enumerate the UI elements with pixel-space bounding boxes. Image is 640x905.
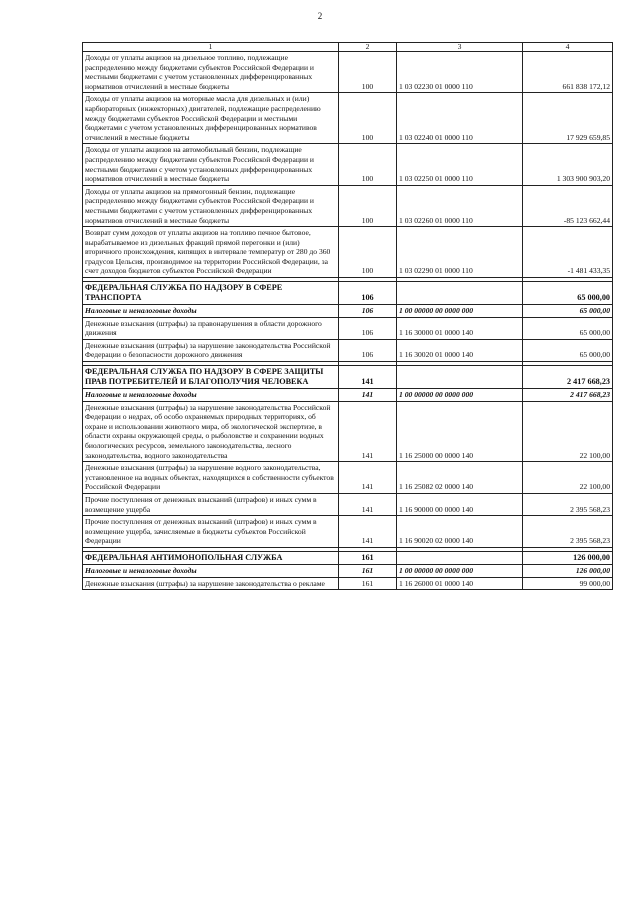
table-row xyxy=(83,462,613,494)
amount-cell: 2 395 568,23 xyxy=(523,516,613,548)
budget-classification-code-cell: 1 00 00000 00 0000 000 xyxy=(397,305,523,318)
revenue-name-cell: Доходы от уплаты акцизов на моторные масла для дизельных и (или) карбюраторных (инжекторных) двигателей, подлежащие распределению между бюджетами субъектов Российской Федерации и местными бюджетами с учетом установленных дифференцированных нормативов отчислений в местные бюджеты xyxy=(83,93,339,144)
column-number-4: 4 xyxy=(523,43,613,52)
amount-cell: 661 838 172,12 xyxy=(523,52,613,93)
table-row xyxy=(83,577,613,590)
admin-code-cell: 106 xyxy=(339,317,397,339)
agency-header-row xyxy=(83,282,613,305)
subtotal-row xyxy=(83,305,613,318)
admin-code-cell: 100 xyxy=(339,93,397,144)
revenue-name-cell: Налоговые и неналоговые доходы xyxy=(83,389,339,402)
admin-code-cell: 100 xyxy=(339,144,397,185)
agency-header-row xyxy=(83,366,613,389)
table-row xyxy=(83,339,613,361)
amount-cell: 17 929 659,85 xyxy=(523,93,613,144)
table-row xyxy=(83,227,613,278)
table-row xyxy=(83,93,613,144)
table-row xyxy=(83,185,613,226)
revenue-name-cell: Прочие поступления от денежных взысканий (штрафов) и иных сумм в возмещение ущерба, зачисляемые в бюджеты субъектов Российской Федерации xyxy=(83,516,339,548)
admin-code-cell: 100 xyxy=(339,227,397,278)
budget-classification-code-cell: 1 03 02230 01 0000 110 xyxy=(397,52,523,93)
budget-classification-code-cell: 1 03 02250 01 0000 110 xyxy=(397,144,523,185)
revenue-name-cell: Прочие поступления от денежных взысканий (штрафов) и иных сумм в возмещение ущерба xyxy=(83,493,339,515)
revenue-name-cell: Налоговые и неналоговые доходы xyxy=(83,564,339,577)
budget-classification-code-cell xyxy=(397,282,523,305)
revenue-name-cell: Денежные взыскания (штрафы) за нарушение законодательства Российской Федерации о недрах, об особо охраняемых природных территориях, об охране и использовании животного мира, об экологической экспертизе, в области охраны окружающей среды, о рыболовстве и сохранении водных биологических ресурсов, земельного законодательства, лесного законодательства, водного законодательства xyxy=(83,401,339,462)
admin-code-cell: 161 xyxy=(339,577,397,590)
budget-classification-code-cell: 1 03 02240 01 0000 110 xyxy=(397,93,523,144)
amount-cell: 22 100,00 xyxy=(523,401,613,462)
budget-classification-code-cell: 1 16 26000 01 0000 140 xyxy=(397,577,523,590)
column-number-2: 2 xyxy=(339,43,397,52)
table-row xyxy=(83,317,613,339)
budget-classification-code-cell: 1 16 25000 00 0000 140 xyxy=(397,401,523,462)
revenue-name-cell: Возврат сумм доходов от уплаты акцизов на топливо печное бытовое, вырабатываемое из дизельных фракций прямой перегонки и (или) вторичного происхождения, кипящих в интервале температур от 280 до 360 градусов Цельсия, производимое на территории Российской Федерации, за счет доходов бюджетов субъектов Российской Федерации xyxy=(83,227,339,278)
revenue-name-cell: ФЕДЕРАЛЬНАЯ АНТИМОНОПОЛЬНАЯ СЛУЖБА xyxy=(83,551,339,564)
agency-header-row xyxy=(83,551,613,564)
budget-classification-code-cell: 1 03 02260 01 0000 110 xyxy=(397,185,523,226)
amount-cell: 1 303 900 903,20 xyxy=(523,144,613,185)
budget-classification-code-cell: 1 03 02290 01 0000 110 xyxy=(397,227,523,278)
revenue-name-cell: Доходы от уплаты акцизов на автомобильный бензин, подлежащие распределению между бюджетами субъектов Российской Федерации и местными бюджетами с учетом установленных дифференцированных нормативов отчислений в местные бюджеты xyxy=(83,144,339,185)
admin-code-cell: 100 xyxy=(339,185,397,226)
admin-code-cell: 106 xyxy=(339,305,397,318)
amount-cell: 2 417 668,23 xyxy=(523,389,613,402)
subtotal-row xyxy=(83,389,613,402)
budget-classification-code-cell: 1 16 25082 02 0000 140 xyxy=(397,462,523,494)
revenue-name-cell: Денежные взыскания (штрафы) за нарушение водного законодательства, установленное на водных объектах, находящихся в собственности субъектов Российской Федерации xyxy=(83,462,339,494)
revenue-name-cell: ФЕДЕРАЛЬНАЯ СЛУЖБА ПО НАДЗОРУ В СФЕРЕ ЗАЩИТЫ ПРАВ ПОТРЕБИТЕЛЕЙ И БЛАГОПОЛУЧИЯ ЧЕЛОВЕКА xyxy=(83,366,339,389)
amount-cell: 22 100,00 xyxy=(523,462,613,494)
admin-code-cell: 141 xyxy=(339,366,397,389)
page-number: 2 xyxy=(317,11,323,21)
budget-revenue-table xyxy=(82,42,613,590)
revenue-name-cell: Налоговые и неналоговые доходы xyxy=(83,305,339,318)
budget-classification-code-cell: 1 16 30020 01 0000 140 xyxy=(397,339,523,361)
table-row xyxy=(83,493,613,515)
table-body xyxy=(83,52,613,590)
revenue-name-cell: Денежные взыскания (штрафы) за правонарушения в области дорожного движения xyxy=(83,317,339,339)
budget-classification-code-cell: 1 16 90020 02 0000 140 xyxy=(397,516,523,548)
budget-classification-code-cell xyxy=(397,551,523,564)
column-number-1: 1 xyxy=(83,43,339,52)
admin-code-cell: 141 xyxy=(339,462,397,494)
amount-cell: 65 000,00 xyxy=(523,282,613,305)
budget-classification-code-cell: 1 00 00000 00 0000 000 xyxy=(397,564,523,577)
subtotal-row xyxy=(83,564,613,577)
revenue-name-cell: Денежные взыскания (штрафы) за нарушение законодательства Российской Федерации о безопасности дорожного движения xyxy=(83,339,339,361)
amount-cell: 65 000,00 xyxy=(523,305,613,318)
admin-code-cell: 141 xyxy=(339,516,397,548)
amount-cell: 2 395 568,23 xyxy=(523,493,613,515)
column-number-row xyxy=(83,43,613,52)
admin-code-cell: 106 xyxy=(339,282,397,305)
amount-cell: 65 000,00 xyxy=(523,339,613,361)
budget-classification-code-cell: 1 00 00000 00 0000 000 xyxy=(397,389,523,402)
budget-classification-code-cell: 1 16 30000 01 0000 140 xyxy=(397,317,523,339)
column-number-3: 3 xyxy=(397,43,523,52)
revenue-name-cell: ФЕДЕРАЛЬНАЯ СЛУЖБА ПО НАДЗОРУ В СФЕРЕ ТРАНСПОРТА xyxy=(83,282,339,305)
budget-classification-code-cell: 1 16 90000 00 0000 140 xyxy=(397,493,523,515)
amount-cell: 65 000,00 xyxy=(523,317,613,339)
admin-code-cell: 141 xyxy=(339,401,397,462)
table-row xyxy=(83,144,613,185)
revenue-name-cell: Доходы от уплаты акцизов на дизельное топливо, подлежащие распределению между бюджетами субъектов Российской Федерации и местными бюджетами с учетом установленных дифференцированных нормативов отчислений в местные бюджеты xyxy=(83,52,339,93)
admin-code-cell: 106 xyxy=(339,339,397,361)
admin-code-cell: 141 xyxy=(339,493,397,515)
amount-cell: 2 417 668,23 xyxy=(523,366,613,389)
amount-cell: -85 123 662,44 xyxy=(523,185,613,226)
amount-cell: 99 000,00 xyxy=(523,577,613,590)
amount-cell: 126 000,00 xyxy=(523,551,613,564)
admin-code-cell: 161 xyxy=(339,564,397,577)
revenue-name-cell: Доходы от уплаты акцизов на прямогонный бензин, подлежащие распределению между бюджетами субъектов Российской Федерации и местными бюджетами с учетом установленных дифференцированных нормативов отчислений в местные бюджеты xyxy=(83,185,339,226)
table-row xyxy=(83,516,613,548)
amount-cell: -1 481 433,35 xyxy=(523,227,613,278)
amount-cell: 126 000,00 xyxy=(523,564,613,577)
budget-classification-code-cell xyxy=(397,366,523,389)
table-row xyxy=(83,401,613,462)
admin-code-cell: 100 xyxy=(339,52,397,93)
admin-code-cell: 141 xyxy=(339,389,397,402)
revenue-name-cell: Денежные взыскания (штрафы) за нарушение законодательства о рекламе xyxy=(83,577,339,590)
admin-code-cell: 161 xyxy=(339,551,397,564)
table-row xyxy=(83,52,613,93)
